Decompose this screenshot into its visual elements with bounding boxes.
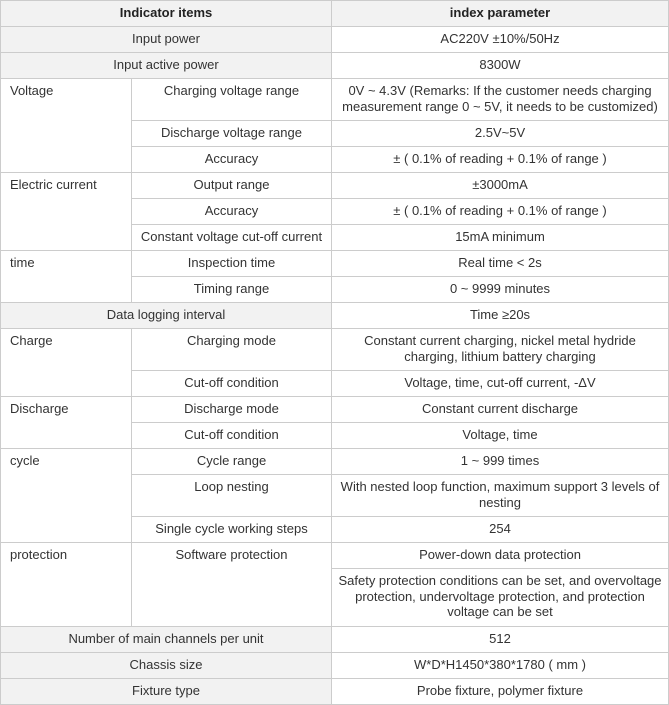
table-row bbox=[1, 449, 669, 475]
header-indicator-items: Indicator items bbox=[1, 1, 332, 27]
table-row bbox=[1, 303, 669, 329]
row-label: Constant voltage cut-off current bbox=[132, 225, 332, 251]
row-value: 2.5V~5V bbox=[332, 121, 669, 147]
row-value: 254 bbox=[332, 517, 669, 543]
row-value: Voltage, time, cut-off current, -ΔV bbox=[332, 371, 669, 397]
table-row bbox=[1, 53, 669, 79]
category-cycle: cycle bbox=[1, 449, 132, 543]
row-value: Time ≥20s bbox=[332, 303, 669, 329]
table-row bbox=[1, 251, 669, 277]
row-label: Cycle range bbox=[132, 449, 332, 475]
row-value: W*D*H1450*380*1780 ( mm ) bbox=[332, 653, 669, 679]
row-label: Chassis size bbox=[1, 653, 332, 679]
table-row bbox=[1, 627, 669, 653]
category-electric-current: Electric current bbox=[1, 173, 132, 251]
row-label: Cut-off condition bbox=[132, 371, 332, 397]
row-value: Constant current charging, nickel metal hydride charging, lithium battery charging bbox=[332, 329, 669, 371]
row-label: Data logging interval bbox=[1, 303, 332, 329]
row-value: ± ( 0.1% of reading + 0.1% of range ) bbox=[332, 199, 669, 225]
table-row bbox=[1, 653, 669, 679]
row-label: Input power bbox=[1, 27, 332, 53]
row-value: With nested loop function, maximum support 3 levels of nesting bbox=[332, 475, 669, 517]
category-discharge: Discharge bbox=[1, 397, 132, 449]
row-value: Probe fixture, polymer fixture bbox=[332, 679, 669, 705]
row-label: Single cycle working steps bbox=[132, 517, 332, 543]
table-row bbox=[1, 79, 669, 121]
row-value: Safety protection conditions can be set, and overvoltage protection, undervoltage protection, and protection voltage can be set bbox=[332, 569, 669, 627]
row-value: 15mA minimum bbox=[332, 225, 669, 251]
row-value: Real time < 2s bbox=[332, 251, 669, 277]
row-label: Number of main channels per unit bbox=[1, 627, 332, 653]
row-label: Software protection bbox=[132, 543, 332, 627]
row-value: ±3000mA bbox=[332, 173, 669, 199]
row-label: Discharge mode bbox=[132, 397, 332, 423]
row-value: 1 ~ 999 times bbox=[332, 449, 669, 475]
table-row bbox=[1, 173, 669, 199]
row-value: 512 bbox=[332, 627, 669, 653]
row-value: Constant current discharge bbox=[332, 397, 669, 423]
row-value: 0 ~ 9999 minutes bbox=[332, 277, 669, 303]
table-row bbox=[1, 329, 669, 371]
header-index-parameter: index parameter bbox=[332, 1, 669, 27]
row-value: 0V ~ 4.3V (Remarks: If the customer needs charging measurement range 0 ~ 5V, it needs to be customized) bbox=[332, 79, 669, 121]
row-value: Voltage, time bbox=[332, 423, 669, 449]
category-time: time bbox=[1, 251, 132, 303]
table-row bbox=[1, 543, 669, 569]
row-label: Inspection time bbox=[132, 251, 332, 277]
table-row bbox=[1, 27, 669, 53]
row-label: Cut-off condition bbox=[132, 423, 332, 449]
category-voltage: Voltage bbox=[1, 79, 132, 173]
row-label: Input active power bbox=[1, 53, 332, 79]
row-label: Loop nesting bbox=[132, 475, 332, 517]
category-protection: protection bbox=[1, 543, 132, 627]
table-row bbox=[1, 679, 669, 705]
row-label: Output range bbox=[132, 173, 332, 199]
row-value: 8300W bbox=[332, 53, 669, 79]
header-row bbox=[1, 1, 669, 27]
row-value: AC220V ±10%/50Hz bbox=[332, 27, 669, 53]
table-row bbox=[1, 397, 669, 423]
row-label: Discharge voltage range bbox=[132, 121, 332, 147]
row-label: Charging voltage range bbox=[132, 79, 332, 121]
row-label: Accuracy bbox=[132, 147, 332, 173]
row-value: Power-down data protection bbox=[332, 543, 669, 569]
row-label: Fixture type bbox=[1, 679, 332, 705]
row-label: Accuracy bbox=[132, 199, 332, 225]
row-label: Timing range bbox=[132, 277, 332, 303]
row-label: Charging mode bbox=[132, 329, 332, 371]
row-value: ± ( 0.1% of reading + 0.1% of range ) bbox=[332, 147, 669, 173]
category-charge: Charge bbox=[1, 329, 132, 397]
